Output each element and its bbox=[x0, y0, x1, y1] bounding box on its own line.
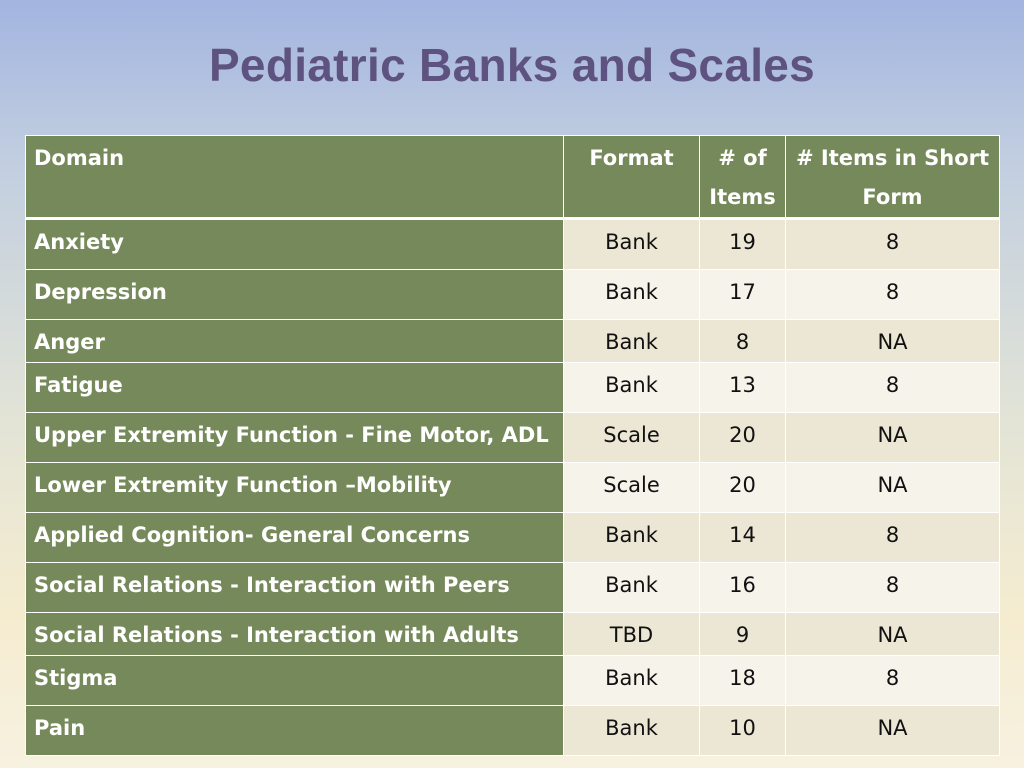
items-cell: 10 bbox=[700, 706, 786, 756]
table-row bbox=[26, 613, 1000, 656]
domain-cell: Depression bbox=[26, 270, 564, 320]
format-cell: TBD bbox=[564, 613, 700, 656]
header-domain: Domain bbox=[26, 136, 564, 219]
format-cell: Bank bbox=[564, 706, 700, 756]
header-items: # of Items bbox=[700, 136, 786, 219]
items-cell: 17 bbox=[700, 270, 786, 320]
format-cell: Bank bbox=[564, 363, 700, 413]
short-form-cell: 8 bbox=[786, 656, 1000, 706]
items-cell: 20 bbox=[700, 463, 786, 513]
table-header-row bbox=[26, 136, 1000, 219]
format-cell: Scale bbox=[564, 413, 700, 463]
table-row bbox=[26, 320, 1000, 363]
table-row bbox=[26, 656, 1000, 706]
header-short-form: # Items in Short Form bbox=[786, 136, 1000, 219]
items-cell: 8 bbox=[700, 320, 786, 363]
domain-cell: Stigma bbox=[26, 656, 564, 706]
short-form-cell: NA bbox=[786, 413, 1000, 463]
short-form-cell: 8 bbox=[786, 363, 1000, 413]
format-cell: Bank bbox=[564, 656, 700, 706]
domain-cell: Social Relations - Interaction with Adults bbox=[26, 613, 564, 656]
format-cell: Bank bbox=[564, 513, 700, 563]
slide-title: Pediatric Banks and Scales bbox=[208, 39, 816, 91]
domain-cell: Fatigue bbox=[26, 363, 564, 413]
items-cell: 16 bbox=[700, 563, 786, 613]
pediatric-banks-table bbox=[25, 135, 1000, 756]
domain-cell: Lower Extremity Function –Mobility bbox=[26, 463, 564, 513]
table-row bbox=[26, 413, 1000, 463]
short-form-cell: 8 bbox=[786, 513, 1000, 563]
format-cell: Bank bbox=[564, 270, 700, 320]
table-row bbox=[26, 563, 1000, 613]
format-cell: Bank bbox=[564, 219, 700, 270]
domain-cell: Anger bbox=[26, 320, 564, 363]
short-form-cell: 8 bbox=[786, 219, 1000, 270]
short-form-cell: NA bbox=[786, 463, 1000, 513]
items-cell: 18 bbox=[700, 656, 786, 706]
table-row bbox=[26, 513, 1000, 563]
items-cell: 20 bbox=[700, 413, 786, 463]
short-form-cell: NA bbox=[786, 320, 1000, 363]
domain-cell: Pain bbox=[26, 706, 564, 756]
items-cell: 9 bbox=[700, 613, 786, 656]
short-form-cell: 8 bbox=[786, 563, 1000, 613]
short-form-cell: NA bbox=[786, 613, 1000, 656]
domain-cell: Social Relations - Interaction with Peers bbox=[26, 563, 564, 613]
format-cell: Scale bbox=[564, 463, 700, 513]
short-form-cell: 8 bbox=[786, 270, 1000, 320]
items-cell: 19 bbox=[700, 219, 786, 270]
table-row bbox=[26, 219, 1000, 270]
table-row bbox=[26, 463, 1000, 513]
table-row bbox=[26, 706, 1000, 756]
items-cell: 13 bbox=[700, 363, 786, 413]
domain-cell: Anxiety bbox=[26, 219, 564, 270]
table-row bbox=[26, 363, 1000, 413]
short-form-cell: NA bbox=[786, 706, 1000, 756]
header-format: Format bbox=[564, 136, 700, 219]
format-cell: Bank bbox=[564, 563, 700, 613]
items-cell: 14 bbox=[700, 513, 786, 563]
format-cell: Bank bbox=[564, 320, 700, 363]
domain-cell: Applied Cognition- General Concerns bbox=[26, 513, 564, 563]
domain-cell: Upper Extremity Function - Fine Motor, ADL bbox=[26, 413, 564, 463]
table-row bbox=[26, 270, 1000, 320]
